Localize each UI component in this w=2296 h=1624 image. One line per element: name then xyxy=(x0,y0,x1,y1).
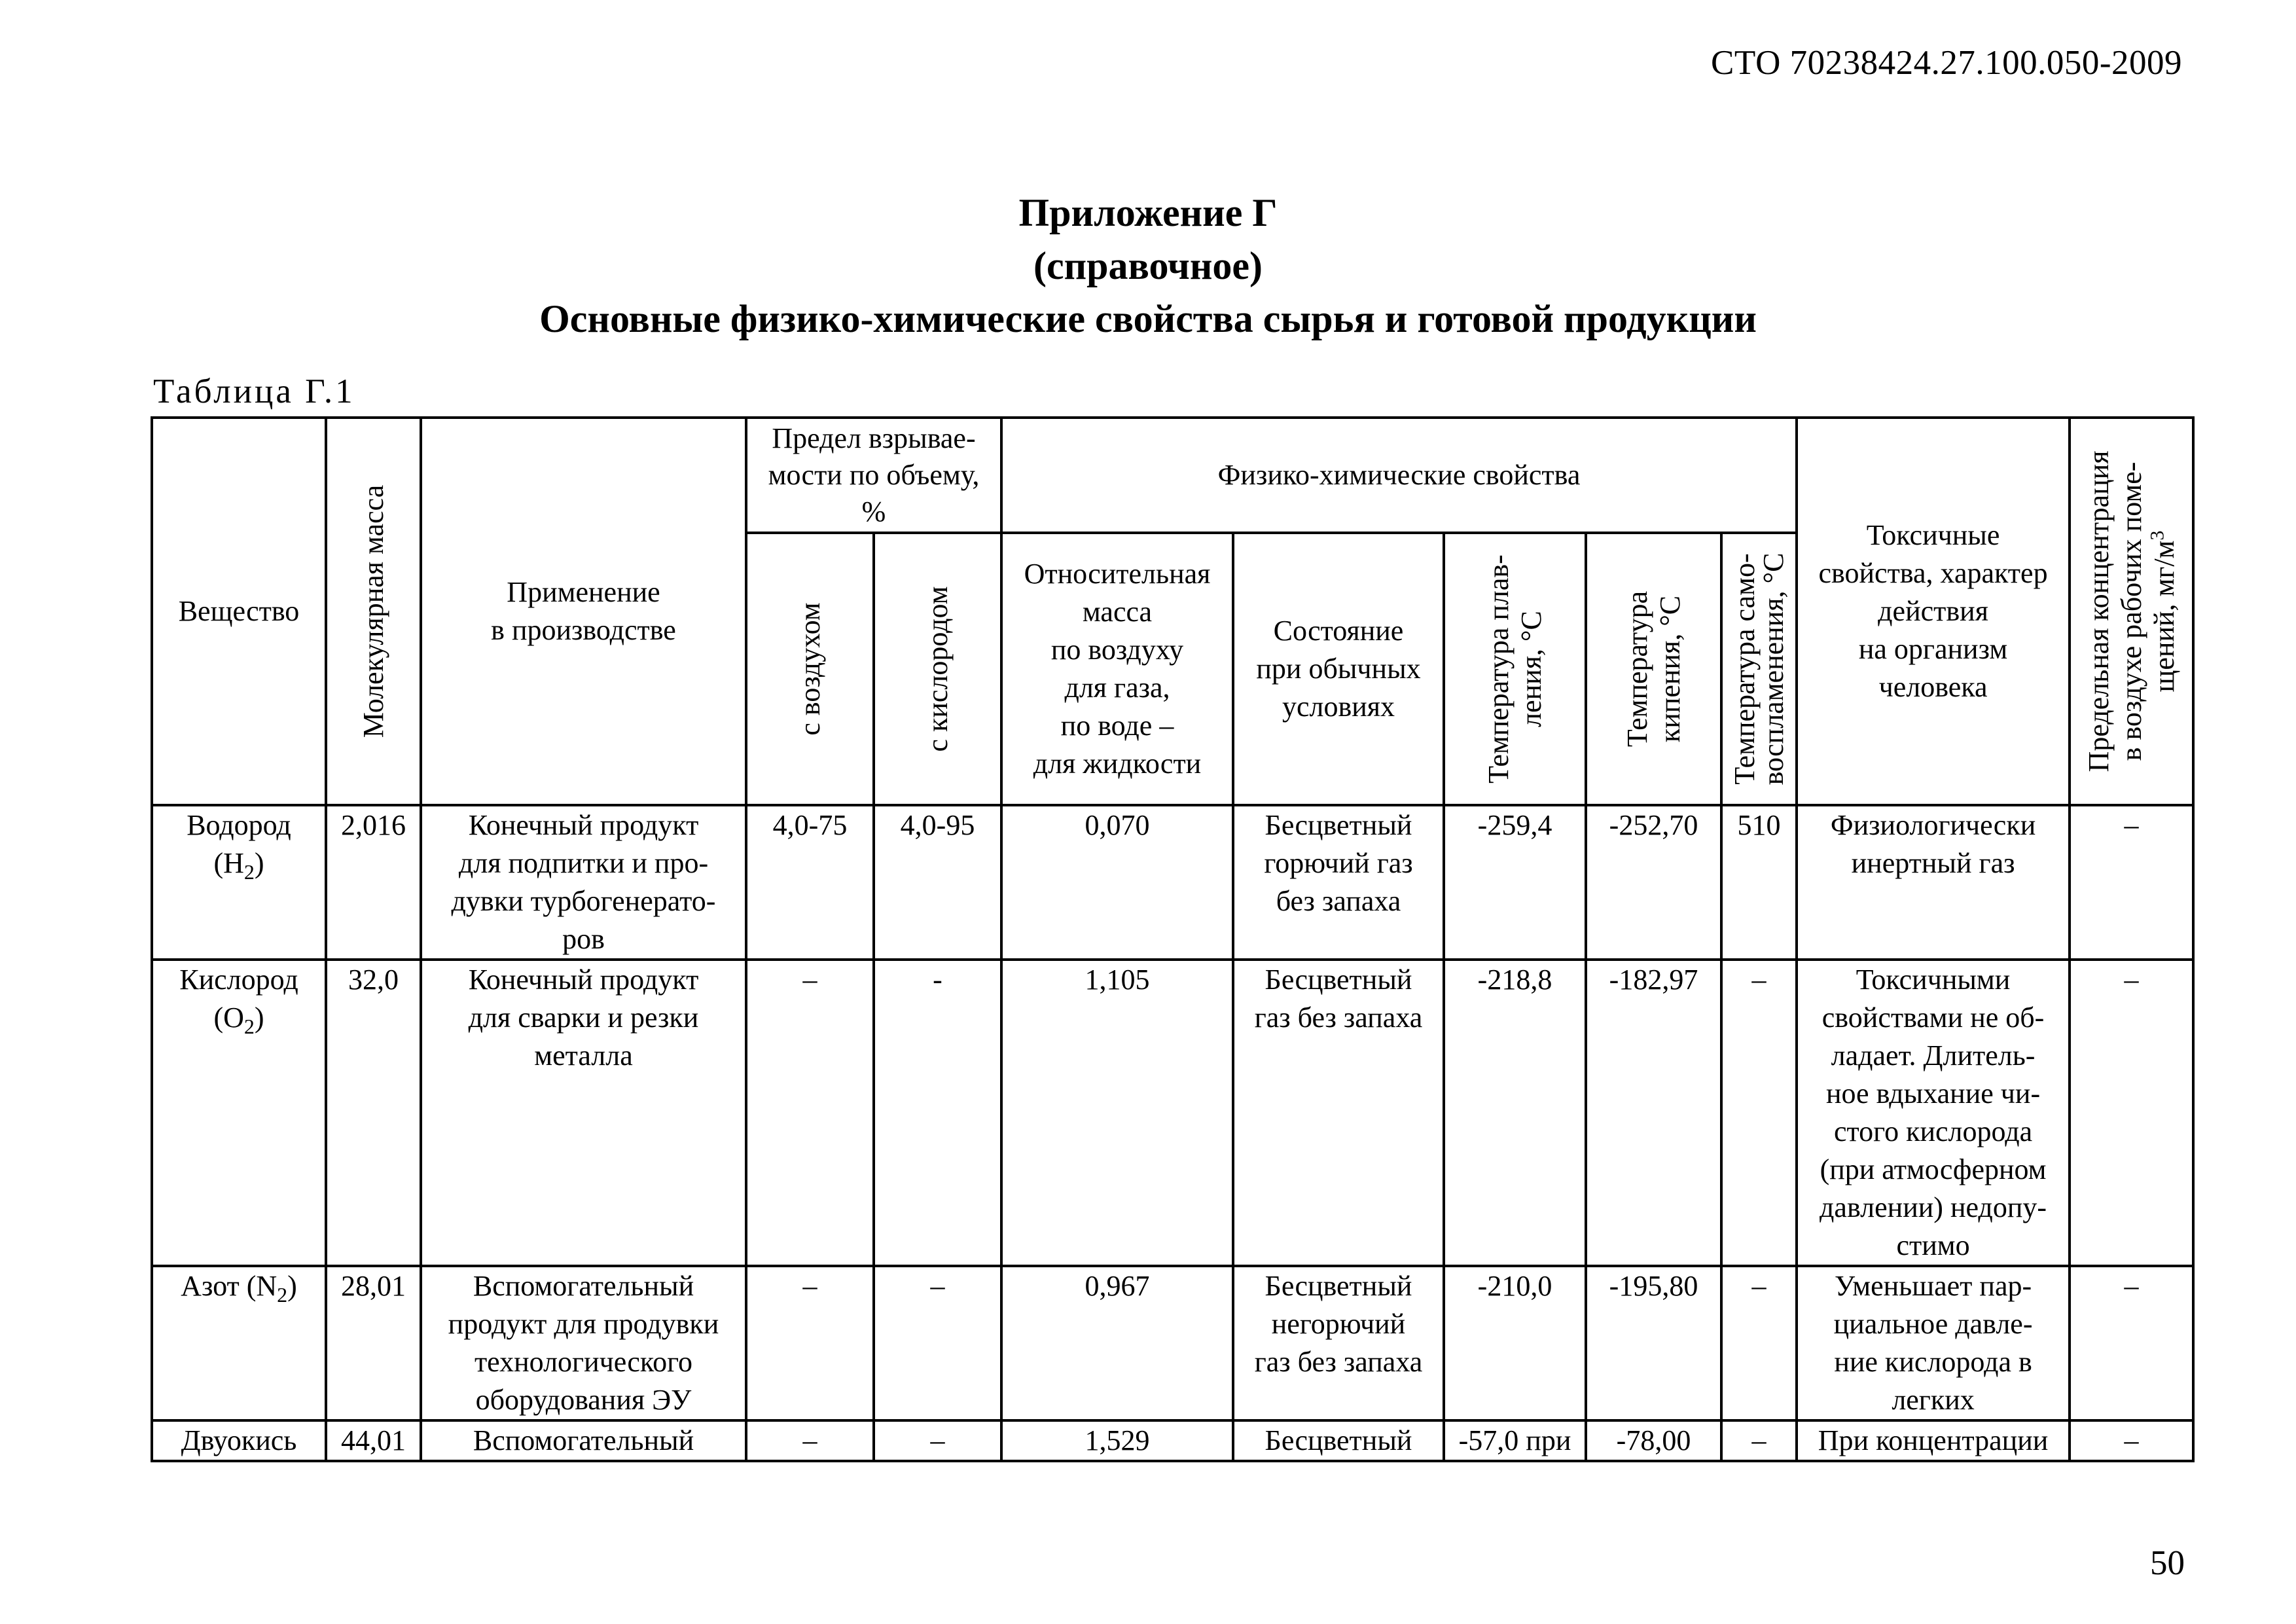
header-mac-sup: 3 xyxy=(2145,530,2168,541)
cell-substance xyxy=(152,960,326,1266)
cell-with-oxygen: - xyxy=(874,960,1001,1266)
header-ignition-l1: Температура само- xyxy=(1728,553,1761,785)
cell-melting: -210,0 xyxy=(1444,1266,1586,1420)
cell-toxicity: Токсичными свойствами не об- ладает. Длитель- ное вдыхание чи- стого кислорода (при атмосферном давлении) недопу- стимо xyxy=(1797,960,2070,1266)
header-mac-l3: щений, мг/м xyxy=(2147,540,2180,693)
cell-application: Конечный продукт для подпитки и про- дувки турбогенерато- ров xyxy=(421,805,746,960)
cell-ignition: – xyxy=(1721,1266,1797,1420)
cell-with-oxygen: – xyxy=(874,1420,1001,1461)
header-with-oxygen-text: с кислородом xyxy=(921,586,954,752)
header-application-l1: Применение xyxy=(507,576,660,608)
header-ignition-temp xyxy=(1721,533,1797,805)
cell-state: Бесцветный газ без запаха xyxy=(1233,960,1444,1266)
substance-formula: $(N_2)$ xyxy=(246,1270,297,1307)
cell-mac: – xyxy=(2070,1266,2193,1420)
substance-name: Кислород xyxy=(179,964,298,996)
cell-boiling: -252,70 xyxy=(1586,805,1721,960)
table-caption: Таблица Г.1 xyxy=(153,372,355,410)
cell-molar-mass: 32,0 xyxy=(326,960,421,1266)
substance-name: Водород xyxy=(187,809,291,841)
header-application-l2: в производстве xyxy=(491,614,676,646)
cell-with-oxygen: – xyxy=(874,1266,1001,1420)
header-toxicity-l5: человека xyxy=(1878,671,1988,703)
header-relmass-l6: для жидкости xyxy=(1033,748,1202,780)
cell-with-air: – xyxy=(746,960,874,1266)
header-relmass-l4: для газа, xyxy=(1064,672,1170,704)
cell-boiling: -78,00 xyxy=(1586,1420,1721,1461)
header-state-l3: условиях xyxy=(1282,691,1395,723)
cell-mac: – xyxy=(2070,1420,2193,1461)
header-application xyxy=(421,418,746,805)
appendix-title xyxy=(0,187,2296,346)
header-mac-l1: Предельная концентрация xyxy=(2082,450,2115,772)
cell-melting: -259,4 xyxy=(1444,805,1586,960)
header-melting-l1: Температура плав- xyxy=(1482,554,1515,784)
header-substance: Вещество xyxy=(152,418,326,805)
cell-relative-mass: 1,529 xyxy=(1001,1420,1233,1461)
cell-state: Бесцветный горючий газ без запаха xyxy=(1233,805,1444,960)
cell-melting: -218,8 xyxy=(1444,960,1586,1266)
cell-mac: – xyxy=(2070,805,2193,960)
header-state-l2: при обычных xyxy=(1256,653,1421,685)
header-toxicity xyxy=(1797,418,2070,805)
header-relmass-l5: по воде – xyxy=(1060,710,1174,742)
cell-molar-mass: 28,01 xyxy=(326,1266,421,1420)
page-number: 50 xyxy=(2150,1544,2185,1582)
header-state xyxy=(1233,533,1444,805)
cell-toxicity: При концентрации xyxy=(1797,1420,2070,1461)
cell-application: Вспомогательный продукт для продувки технологического оборудования ЭУ xyxy=(421,1266,746,1420)
header-boiling-l2: кипения, °С xyxy=(1653,595,1686,743)
header-explosion-l2: мости по объему, xyxy=(768,459,980,491)
header-with-air-text: с воздухом xyxy=(793,602,826,736)
header-mac-l2: в воздухе рабочих поме- xyxy=(2115,461,2147,761)
cell-toxicity: Физиологически инертный газ xyxy=(1797,805,2070,960)
cell-with-air: – xyxy=(746,1420,874,1461)
header-explosion-limits xyxy=(746,418,1001,533)
appendix-subject: Основные физико-химические свойства сырья и готовой продукции xyxy=(539,297,1757,340)
cell-substance xyxy=(152,805,326,960)
header-mac xyxy=(2070,418,2193,805)
header-toxicity-l2: свойства, характер xyxy=(1818,557,2048,589)
substance-name: Азот xyxy=(181,1270,240,1302)
header-boiling-temp xyxy=(1586,533,1721,805)
cell-relative-mass: 0,967 xyxy=(1001,1266,1233,1420)
header-molar-mass xyxy=(326,418,421,805)
header-molar-mass-text: Молекулярная масса xyxy=(357,484,389,738)
header-phys-chem: Физико-химические свойства xyxy=(1001,418,1797,533)
header-toxicity-l3: действия xyxy=(1878,595,1988,627)
cell-with-air: 4,0-75 xyxy=(746,805,874,960)
header-melting-l2: ления, °С xyxy=(1515,611,1547,727)
cell-with-air: – xyxy=(746,1266,874,1420)
cell-with-oxygen: 4,0-95 xyxy=(874,805,1001,960)
document-code: СТО 70238424.27.100.050-2009 xyxy=(1711,44,2182,82)
header-with-air xyxy=(746,533,874,805)
cell-substance xyxy=(152,1266,326,1420)
substance-formula: $(O_2)$ xyxy=(213,1001,264,1038)
cell-substance: Двуокись xyxy=(152,1420,326,1461)
cell-application: Конечный продукт для сварки и резки металла xyxy=(421,960,746,1266)
header-toxicity-l1: Токсичные xyxy=(1866,519,2000,551)
table-row xyxy=(152,1266,2193,1420)
header-state-l1: Состояние xyxy=(1273,615,1404,647)
cell-ignition: – xyxy=(1721,960,1797,1266)
header-relmass-l1: Относительная xyxy=(1024,558,1211,590)
cell-toxicity: Уменьшает пар- циальное давле- ние кислорода в легких xyxy=(1797,1266,2070,1420)
header-boiling-l1: Температура xyxy=(1621,590,1653,748)
cell-mac: – xyxy=(2070,960,2193,1266)
cell-boiling: -195,80 xyxy=(1586,1266,1721,1420)
cell-state: Бесцветный негорючий газ без запаха xyxy=(1233,1266,1444,1420)
header-relmass-l2: масса xyxy=(1082,596,1153,628)
table-row xyxy=(152,805,2193,960)
header-with-oxygen xyxy=(874,533,1001,805)
cell-state: Бесцветный xyxy=(1233,1420,1444,1461)
table-row xyxy=(152,960,2193,1266)
header-toxicity-l4: на организм xyxy=(1858,633,2008,665)
header-relative-mass xyxy=(1001,533,1233,805)
cell-molar-mass: 44,01 xyxy=(326,1420,421,1461)
header-relmass-l3: по воздуху xyxy=(1050,634,1184,666)
cell-melting: -57,0 при xyxy=(1444,1420,1586,1461)
substance-formula: $(H_2)$ xyxy=(213,847,264,884)
cell-relative-mass: 0,070 xyxy=(1001,805,1233,960)
header-melting-temp xyxy=(1444,533,1586,805)
appendix-heading: Приложение Г xyxy=(1018,191,1278,234)
appendix-type: (справочное) xyxy=(1033,244,1263,287)
header-explosion-l3: % xyxy=(861,496,886,528)
cell-boiling: -182,97 xyxy=(1586,960,1721,1266)
header-ignition-l2: воспламенения, °С xyxy=(1757,552,1789,785)
table-row xyxy=(152,1420,2193,1461)
header-explosion-l1: Предел взрывае- xyxy=(772,422,976,454)
properties-table xyxy=(151,416,2195,1462)
cell-application: Вспомогательный xyxy=(421,1420,746,1461)
cell-relative-mass: 1,105 xyxy=(1001,960,1233,1266)
cell-molar-mass: 2,016 xyxy=(326,805,421,960)
cell-ignition: 510 xyxy=(1721,805,1797,960)
cell-ignition: – xyxy=(1721,1420,1797,1461)
